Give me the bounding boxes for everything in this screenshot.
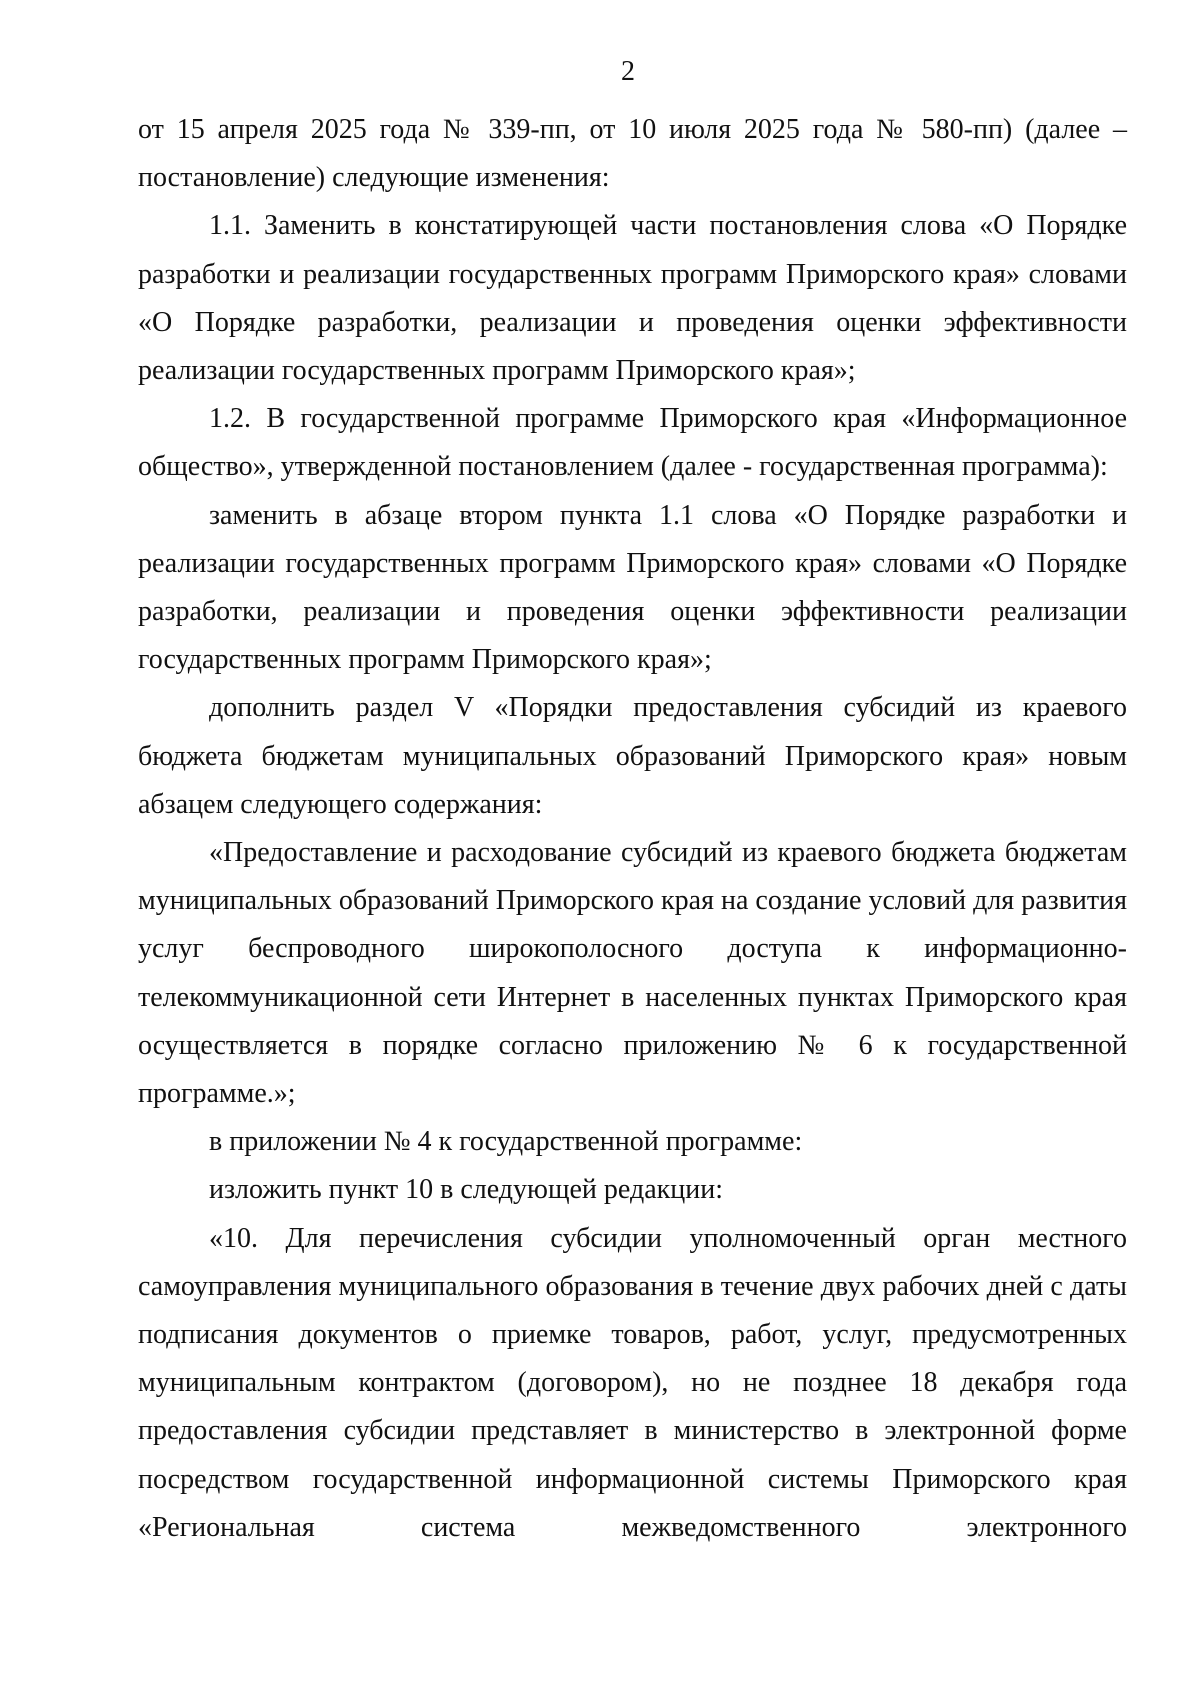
- document-body: [138, 106, 1127, 1552]
- paragraph-item-10: «10. Для перечисления субсидии уполномоченный орган местного самоуправления муниципального образования в течение двух рабочих дней с даты подписания документов о приемке товаров, работ, услуг, предусмотренных муниципальным контрактом (договором), но не позднее 18 декабря года предоставления субсидии представляет в министерство в электронной форме посредством государственной информационной системы Приморского края «Региональная система межведомственного электронного: [138, 1222, 1127, 1543]
- paragraph-1-2: 1.2. В государственной программе Приморского края «Информационное общество», утвержденной постановлением (далее - государственная программа):: [138, 403, 1127, 483]
- paragraph-appendix-4: в приложении № 4 к государственной программе:: [209, 1126, 803, 1158]
- paragraph-intro: от 15 апреля 2025 года № 339-пп, от 10 июля 2025 года № 580-пп) (далее – постановление) следующие изменения:: [138, 114, 1127, 194]
- paragraph-new-text: «Предоставление и расходование субсидий из краевого бюджета бюджетам муниципальных образований Приморского края на создание условий для развития услуг беспроводного широкополосного доступа к информационно-телекоммуникационной сети Интернет в населенных пунктах Приморского края осуществляется в порядке согласно приложению № 6 к государственной программе.»;: [138, 837, 1127, 1110]
- page-number: 2: [621, 56, 635, 87]
- paragraph-supplement-section: дополнить раздел V «Порядки предоставления субсидий из краевого бюджета бюджетам муниципальных образований Приморского края» новым абзацем следующего содержания:: [138, 692, 1127, 820]
- paragraph-1-1: 1.1. Заменить в констатирующей части постановления слова «О Порядке разработки и реализации государственных программ Приморского края» словами «О Порядке разработки, реализации и проведения оценки эффективности реализации государственных программ Приморского края»;: [138, 210, 1127, 387]
- paragraph-item-10-intro: изложить пункт 10 в следующей редакции:: [209, 1174, 723, 1206]
- paragraph-replace-words: заменить в абзаце втором пункта 1.1 слова «О Порядке разработки и реализации государственных программ Приморского края» словами «О Порядке разработки, реализации и проведения оценки эффективности реализации государственных программ Приморского края»;: [138, 499, 1127, 676]
